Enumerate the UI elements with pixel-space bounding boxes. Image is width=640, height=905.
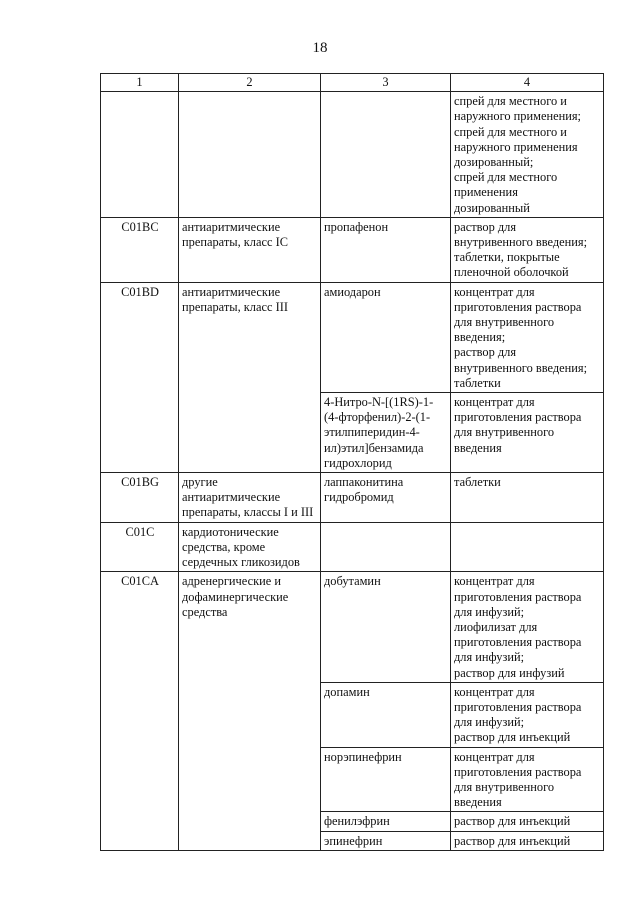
drug-cell: [321, 92, 451, 218]
forms-cell-line: наружного применения;: [454, 109, 581, 124]
forms-cell-line: раствор для инфузий: [454, 665, 565, 680]
forms-cell-line: приготовления раствора: [454, 699, 582, 714]
forms-cell-line: для инфузий;: [454, 604, 525, 619]
forms-cell-line: дозированный: [454, 200, 530, 215]
table-body: [101, 92, 604, 851]
drug-cell-line: пропафенон: [324, 219, 389, 234]
atc-code-cell: C01BC: [101, 217, 179, 282]
forms-cell-line: применения: [454, 185, 518, 200]
drug-cell-line: лаппаконитина: [324, 475, 404, 490]
drug-cell: [321, 572, 451, 682]
group-cell-line: антиаритмические: [182, 490, 281, 505]
forms-cell-line: концентрат для: [454, 684, 535, 699]
forms-cell-line: приготовления раствора: [454, 764, 582, 779]
drug-cell: [321, 747, 451, 812]
drug-cell-line: фенилэфрин: [324, 814, 390, 829]
forms-cell-line: приготовления раствора: [454, 410, 582, 425]
column-header: 1: [101, 74, 179, 92]
drug-cell-line: ил)этил]бензамида: [324, 440, 424, 455]
drug-cell-line: 4-Нитро-N-[(1RS)-1-: [324, 395, 434, 410]
forms-cell-line: лиофилизат для: [454, 619, 538, 634]
group-cell-line: средства, кроме: [182, 539, 266, 554]
drug-cell-line: гидробромид: [324, 490, 394, 505]
atc-code-cell: [101, 92, 179, 218]
forms-cell-line: наружного применения: [454, 139, 578, 154]
forms-cell-line: приготовления раствора: [454, 589, 582, 604]
drug-cell: [321, 812, 451, 831]
forms-cell-line: пленочной оболочкой: [454, 265, 569, 280]
group-cell: [179, 572, 321, 850]
group-cell: [179, 217, 321, 282]
page-number: 18: [312, 40, 328, 56]
group-cell-line: препараты, классы I и III: [182, 505, 314, 520]
group-cell-line: средства: [182, 604, 228, 619]
atc-code-cell: C01BG: [101, 473, 179, 523]
forms-cell: [451, 522, 604, 572]
forms-cell: [451, 217, 604, 282]
drug-cell-line: норэпинефрин: [324, 749, 402, 764]
group-cell-line: дофаминергические: [182, 589, 289, 604]
forms-cell-line: дозированный;: [454, 155, 534, 170]
forms-cell-line: внутривенного введения;: [454, 360, 588, 375]
forms-cell-line: раствор для инъекций: [454, 730, 571, 745]
forms-cell-line: таблетки: [454, 475, 501, 490]
forms-cell: [451, 831, 604, 850]
group-cell-line: антиаритмические: [182, 284, 281, 299]
forms-cell-line: приготовления раствора: [454, 635, 582, 650]
forms-cell-line: концентрат для: [454, 749, 535, 764]
forms-cell: [451, 473, 604, 523]
forms-cell-line: спрей для местного: [454, 170, 558, 185]
forms-cell-line: раствор для инъекций: [454, 833, 571, 848]
drug-cell-line: гидрохлорид: [324, 455, 392, 470]
forms-cell: [451, 682, 604, 747]
drug-cell-line: амиодарон: [324, 284, 381, 299]
forms-cell-line: раствор для инъекций: [454, 814, 571, 829]
column-header: 2: [179, 74, 321, 92]
forms-cell: [451, 282, 604, 392]
forms-cell-line: для внутривенного: [454, 779, 555, 794]
atc-code-cell: C01CA: [101, 572, 179, 850]
group-cell-line: антиаритмические: [182, 219, 281, 234]
forms-cell: [451, 393, 604, 473]
forms-cell: [451, 747, 604, 812]
group-cell-line: кардиотонические: [182, 524, 279, 539]
drug-cell-line: допамин: [324, 684, 370, 699]
group-cell-line: препараты, класс IC: [182, 235, 288, 250]
group-cell: [179, 282, 321, 472]
column-header: 4: [451, 74, 604, 92]
forms-cell-line: спрей для местного и: [454, 124, 567, 139]
drug-cell: [321, 473, 451, 523]
forms-cell-line: раствор для: [454, 219, 517, 234]
table-header-row: [101, 74, 604, 92]
forms-cell-line: для внутривенного: [454, 315, 555, 330]
table-row: [101, 572, 604, 682]
forms-cell-line: внутривенного введения;: [454, 235, 588, 250]
drug-cell-line: этилпиперидин-4-: [324, 425, 420, 440]
column-header: 3: [321, 74, 451, 92]
forms-cell-line: таблетки: [454, 375, 501, 390]
group-cell-line: сердечных гликозидов: [182, 555, 300, 570]
drug-cell: [321, 282, 451, 392]
group-cell: [179, 473, 321, 523]
forms-cell-line: спрей для местного и: [454, 94, 567, 109]
forms-cell-line: концентрат для: [454, 284, 535, 299]
drug-cell-line: (4-фторфенил)-2-(1-: [324, 410, 431, 425]
drug-cell: [321, 682, 451, 747]
table-row: [101, 92, 604, 218]
forms-cell-line: раствор для: [454, 345, 517, 360]
group-cell-line: другие: [182, 475, 218, 490]
group-cell: [179, 92, 321, 218]
medication-table: [100, 73, 604, 851]
group-cell: [179, 522, 321, 572]
atc-code-cell: C01BD: [101, 282, 179, 472]
atc-code-cell: C01C: [101, 522, 179, 572]
forms-cell-line: концентрат для: [454, 395, 535, 410]
forms-cell-line: для внутривенного: [454, 425, 555, 440]
drug-cell-line: эпинефрин: [324, 833, 383, 848]
forms-cell: [451, 812, 604, 831]
drug-cell: [321, 831, 451, 850]
forms-cell-line: приготовления раствора: [454, 299, 582, 314]
forms-cell: [451, 572, 604, 682]
table-row: [101, 473, 604, 523]
drug-cell: [321, 522, 451, 572]
forms-cell-line: для инфузий;: [454, 650, 525, 665]
table-row: [101, 282, 604, 392]
forms-cell: [451, 92, 604, 218]
forms-cell-line: введения: [454, 795, 502, 810]
drug-cell: [321, 393, 451, 473]
forms-cell-line: концентрат для: [454, 574, 535, 589]
drug-cell-line: добутамин: [324, 574, 381, 589]
table-row: [101, 217, 604, 282]
drug-cell: [321, 217, 451, 282]
table-row: [101, 522, 604, 572]
group-cell-line: препараты, класс III: [182, 299, 288, 314]
forms-cell-line: для инфузий;: [454, 715, 525, 730]
forms-cell-line: введения: [454, 440, 502, 455]
forms-cell-line: таблетки, покрытые: [454, 250, 560, 265]
group-cell-line: адренергические и: [182, 574, 281, 589]
forms-cell-line: введения;: [454, 330, 506, 345]
